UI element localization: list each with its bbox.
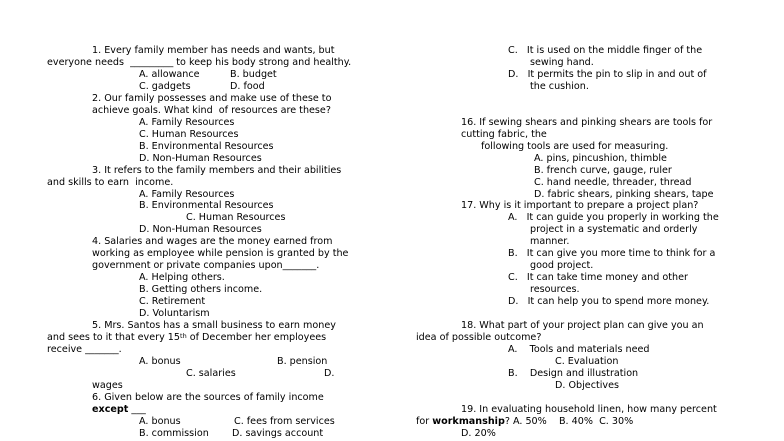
q18-stem: 18. What part of your project plan can give you an <box>461 320 704 331</box>
q16-stem: 16. If sewing shears and pinking shears are tools for <box>461 117 713 128</box>
q16-stem-cont: cutting fabric, the <box>461 129 547 140</box>
q4-stem: 4. Salaries and wages are the money earned from <box>92 236 333 247</box>
q3-option-c: C. Human Resources <box>186 212 286 223</box>
q5-option-c: C. salaries <box>186 368 236 379</box>
q3-option-a: A. Family Resources <box>139 189 235 200</box>
q2-option-a: A. Family Resources <box>139 117 235 128</box>
q6-option-a: A. bonus <box>139 416 181 427</box>
q17-option-d: D. It can help you to spend more money. <box>508 296 710 307</box>
q1-stem: 1. Every family member has needs and wants, but <box>92 45 335 56</box>
q18-option-c: C. Evaluation <box>555 356 619 367</box>
q15-option-c: C. It is used on the middle finger of the <box>508 45 703 56</box>
q6-except-word: except <box>92 404 129 415</box>
q19-stem-text: for <box>416 416 433 427</box>
q2-stem-cont: achieve goals. What kind of resources are these? <box>92 105 331 116</box>
q1-option-a: A. allowance <box>139 69 200 80</box>
q1-option-b: B. budget <box>230 69 277 80</box>
q1-option-c: C. gadgets <box>139 81 191 92</box>
q16-option-d: D. fabric shears, pinking shears, tape <box>534 189 714 200</box>
q5-option-d: D. <box>324 368 335 379</box>
q2-option-d: D. Non-Human Resources <box>139 153 262 164</box>
q17-option-a-cont-2: manner. <box>530 236 570 247</box>
q18-option-a: A. Tools and materials need <box>508 344 650 355</box>
q4-option-d: D. Voluntarism <box>139 308 210 319</box>
q15-option-d: D. It permits the pin to slip in and out of <box>508 69 707 80</box>
q18-option-b: B. Design and illustration <box>508 368 639 379</box>
q18-option-d: D. Objectives <box>555 380 619 391</box>
q5-superscript: th <box>180 332 187 340</box>
q2-option-c: C. Human Resources <box>139 129 239 140</box>
q6-stem: 6. Given below are the sources of family income <box>92 392 324 403</box>
q15-option-d-cont: the cushion. <box>530 81 589 92</box>
q3-stem: 3. It refers to the family members and their abilities <box>92 165 342 176</box>
q15-option-c-cont: sewing hand. <box>530 57 594 68</box>
q17-option-a-cont: project in a systematic and orderly <box>530 224 698 235</box>
q19-workmanship-word: workmanship <box>432 416 505 427</box>
q3-stem-cont: and skills to earn income. <box>47 177 174 188</box>
q4-stem-cont: working as employee while pension is granted by the <box>92 248 349 259</box>
q1-stem-cont: everyone needs _________ to keep his body strong and healthy. <box>47 57 352 68</box>
q6-blank: ___ <box>128 404 146 415</box>
q16-stem-cont-2: following tools are used for measuring. <box>481 141 669 152</box>
q17-option-b: B. It can give you more time to think for a <box>508 248 716 259</box>
q6-option-d: D. savings account <box>232 428 324 439</box>
q5-option-a: A. bonus <box>139 356 181 367</box>
q5-stem-cont <box>47 332 326 344</box>
q16-option-a: A. pins, pincushion, thimble <box>534 153 667 164</box>
q3-option-d: D. Non-Human Resources <box>139 224 262 235</box>
q19-options-inline: ? A. 50% B. 40% C. 30% <box>504 416 634 427</box>
q5-stem-text: and sees to it that every 15 <box>47 332 181 343</box>
q5-stem: 5. Mrs. Santos has a small business to earn money <box>92 320 336 331</box>
q6-stem-cont <box>92 404 146 416</box>
q17-option-b-cont: good project. <box>530 260 594 271</box>
q4-option-c: C. Retirement <box>139 296 206 307</box>
q19-stem-cont <box>416 416 633 428</box>
q17-option-c: C. It can take time money and other <box>508 272 688 283</box>
q19-option-d: D. 20% <box>461 428 496 439</box>
q4-option-a: A. Helping others. <box>139 272 225 283</box>
q4-stem-cont-2: government or private companies upon_______. <box>92 260 320 271</box>
q3-option-b: B. Environmental Resources <box>139 200 274 211</box>
q16-option-c: C. hand needle, threader, thread <box>534 177 692 188</box>
q6-option-b: B. commission <box>139 428 209 439</box>
q17-option-a: A. It can guide you properly in working the <box>508 212 719 223</box>
q5-stem-text-end: of December her employees <box>186 332 327 343</box>
q5-option-d-text: wages <box>92 380 123 391</box>
q4-option-b: B. Getting others income. <box>139 284 263 295</box>
q16-option-b: B. french curve, gauge, ruler <box>534 165 672 176</box>
q1-option-d: D. food <box>230 81 265 92</box>
q2-stem: 2. Our family possesses and make use of these to <box>92 93 332 104</box>
q17-stem: 17. Why is it important to prepare a project plan? <box>461 200 699 211</box>
q5-option-b: B. pension <box>277 356 328 367</box>
q2-option-b: B. Environmental Resources <box>139 141 274 152</box>
q17-option-c-cont: resources. <box>530 284 580 295</box>
q19-stem: 19. In evaluating household linen, how many percent <box>461 404 717 415</box>
q6-option-c: C. fees from services <box>234 416 335 427</box>
q18-stem-cont: idea of possible outcome? <box>416 332 542 343</box>
q5-stem-cont-2: receive _______. <box>47 344 122 355</box>
